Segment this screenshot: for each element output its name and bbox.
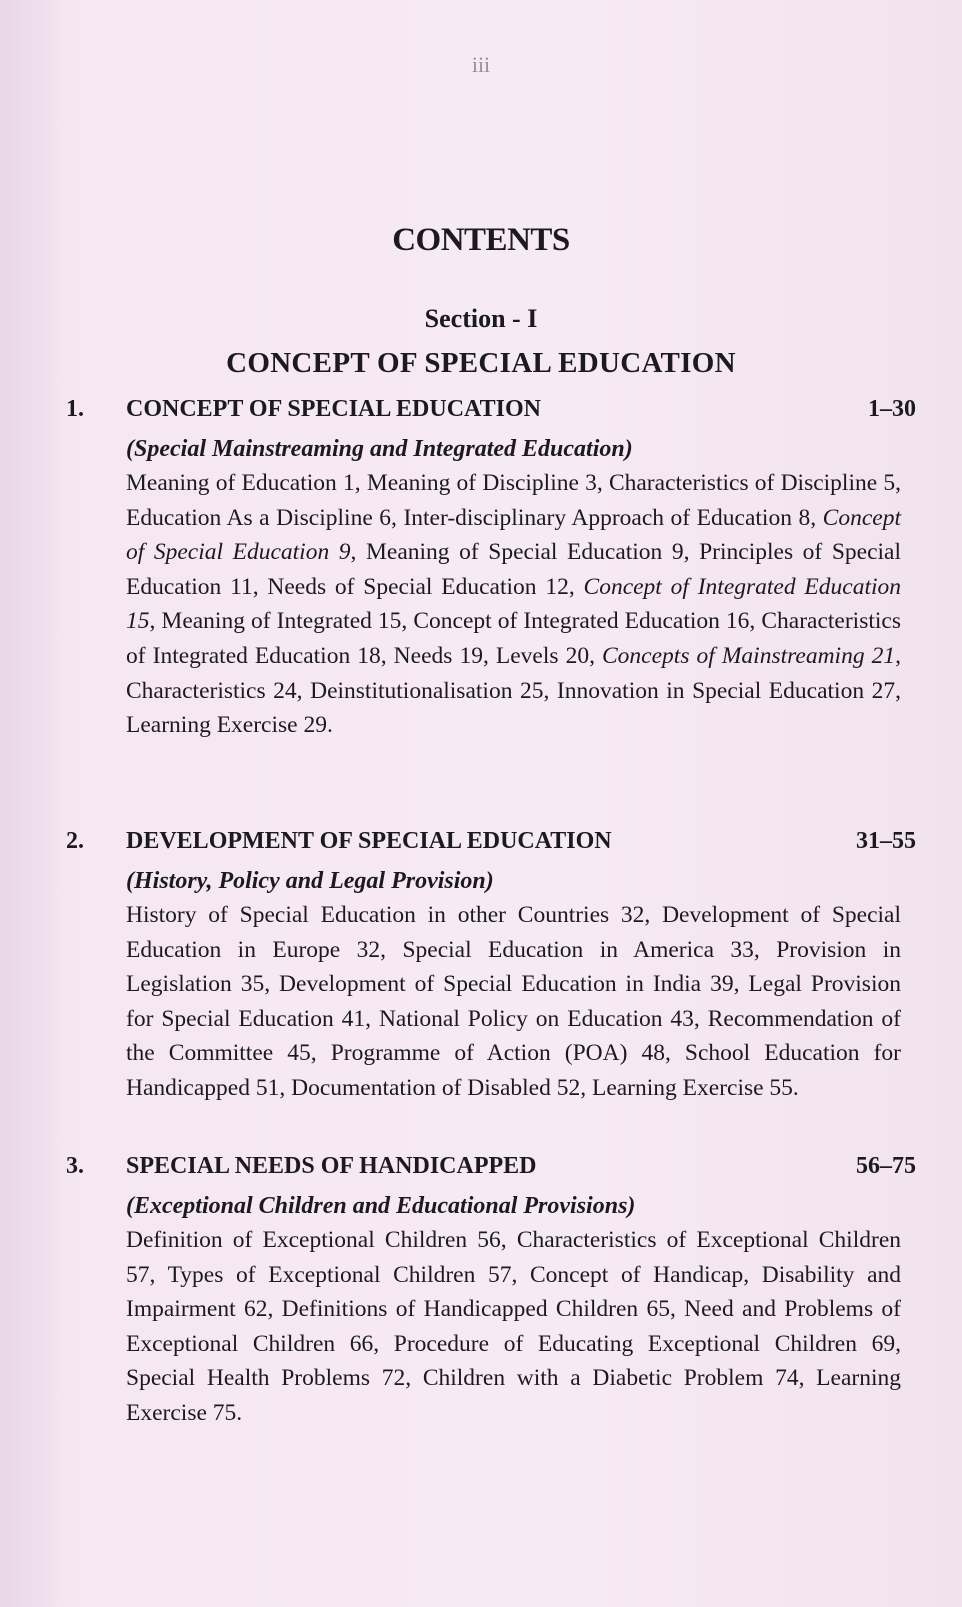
chapter-number: 3. (66, 1153, 84, 1179)
chapter-topics: Definition of Exceptional Children 56, Characteristics of Exceptional Children 57, Types of Exceptional Children 57, Concept of Handicap, Disability and Impairment 62, Definitions of Handicapped Children 65, Need and Problems of Exceptional Children 66, Procedure of Educating Exceptional Children 69, Special Health Problems 72, Children with a Diabetic Problem 74, Learning Exercise 75. (126, 1227, 901, 1426)
topic-text-italic: Concept of Special Education 9 (126, 504, 901, 566)
chapter-subtitle: (History, Policy and Legal Provision) (126, 868, 494, 894)
chapter-page-range: 1–30 (868, 396, 916, 422)
chapter-title: SPECIAL NEEDS OF HANDICAPPED (126, 1153, 537, 1179)
chapter-number: 2. (66, 828, 84, 854)
chapter-heading (66, 396, 916, 432)
chapter-entry (66, 396, 916, 743)
topic-text: , Meaning of Integrated 15, Concept of Integrated Education 16, Characteristics of Integrated Education 18, Needs 19, Levels 20, (126, 608, 901, 669)
topic-text-italic: Concept of Integrated Education 15 (126, 573, 901, 635)
chapter-subtitle: (Exceptional Children and Educational Provisions) (126, 1193, 636, 1219)
topic-text: Meaning of Education 1, Meaning of Discipline 3, Characteristics of Discipline 5, Education As a Discipline 6, Inter-disciplinary Approach of Education 8, (126, 470, 901, 531)
chapter-topics: History of Special Education in other Countries 32, Development of Special Education in Europe 32, Special Education in America 33, Provision in Legislation 35, Development of Special Education in India 39, Legal Provision for Special Education 41, National Policy on Education 43, Recommendation of the Committee 45, Programme of Action (POA) 48, School Education for Handicapped 51, Documentation of Disabled 52, Learning Exercise 55. (126, 902, 901, 1101)
section-label: Section - I (424, 304, 538, 333)
chapter-topics (126, 466, 901, 743)
section-title: CONCEPT OF SPECIAL EDUCATION (226, 347, 736, 379)
chapter-entry (66, 1153, 916, 1431)
chapter-page-range: 56–75 (856, 1153, 916, 1179)
topic-text-italic: Concepts of Mainstreaming 21 (602, 642, 896, 669)
page-number: iii (471, 52, 491, 77)
page-title: CONTENTS (392, 222, 570, 258)
topic-text: , Meaning of Special Education 9, Principles of Special Education 11, Needs of Special Education 12, (126, 539, 901, 600)
topic-text: , Characteristics 24, Deinstitutionalisation 25, Innovation in Special Education 27, Learning Exercise 29. (126, 642, 901, 739)
chapter-title: CONCEPT OF SPECIAL EDUCATION (126, 396, 541, 422)
chapter-page-range: 31–55 (856, 828, 916, 854)
chapter-heading (66, 828, 916, 864)
chapter-heading (66, 1153, 916, 1189)
chapter-title: DEVELOPMENT OF SPECIAL EDUCATION (126, 828, 612, 854)
chapter-subtitle: (Special Mainstreaming and Integrated Education) (126, 436, 633, 462)
chapter-entry (66, 828, 916, 1106)
chapter-number: 1. (66, 396, 84, 422)
